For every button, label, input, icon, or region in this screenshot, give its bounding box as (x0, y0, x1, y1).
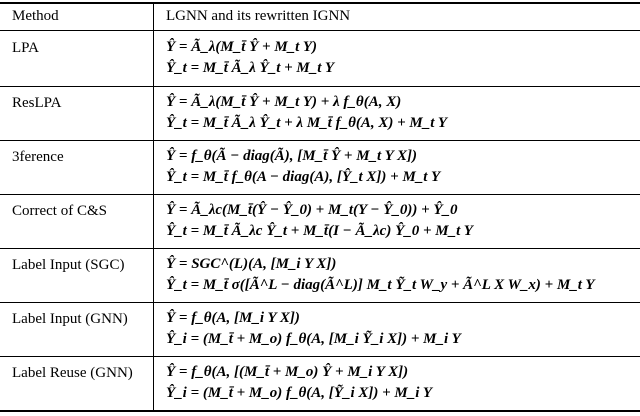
column-divider (153, 2, 154, 412)
formula-line: Ŷ_t = M_t̄ Ã_λ Ŷ_t + λ M_t̄ f_θ(A, X) + M_t Y (166, 115, 448, 131)
formula-line: Ŷ_t = M_t̄ σ([Ã^L − diag(Ã^L)] M_t Ỹ_t W_y + Ã^L X W_x) + M_t Y (166, 277, 595, 293)
formula-cell (166, 37, 334, 79)
row-rule (0, 302, 640, 303)
formula-cell (166, 362, 432, 404)
formula-line: Ŷ = Ã_λ(M_t̄ Ŷ + M_t Y) + λ f_θ(A, X) (166, 94, 402, 110)
method-label: Label Reuse (GNN) (12, 365, 133, 381)
formula-line: Ŷ_t = M_t̄ Ã_λ Ŷ_t + M_t Y (166, 60, 335, 76)
formula-line: Ŷ = f_θ(A, [M_i Y X]) (166, 310, 300, 326)
top-rule (0, 2, 640, 4)
formula-line: Ŷ = Ã_λc(M_t̄(Ŷ − Ŷ_0) + M_t(Y − Ŷ_0)) + Ŷ_0 (166, 202, 458, 218)
row-rule (0, 248, 640, 249)
formula-cell (166, 308, 461, 350)
row-rule (0, 140, 640, 141)
formula-line: Ŷ = f_θ(Ã − diag(Ã), [M_t̄ Ŷ + M_t Y X]) (166, 148, 418, 164)
method-column-header: Method (12, 8, 59, 24)
formula-cell (166, 92, 447, 134)
formula-column-header: LGNN and its rewritten IGNN (166, 8, 351, 24)
method-label: Label Input (GNN) (12, 311, 128, 327)
formula-line: Ŷ = SGC^(L)(A, [M_i Y X]) (166, 256, 337, 272)
method-label: Correct of C&S (12, 203, 107, 219)
row-rule (0, 194, 640, 195)
formula-cell (166, 200, 473, 242)
bottom-rule (0, 410, 640, 412)
formula-line: Ŷ_t = M_t̄ f_θ(A − diag(A), [Ŷ_t X]) + M_t Y (166, 169, 441, 185)
row-rule (0, 356, 640, 357)
formula-cell (166, 254, 595, 296)
formula-line: Ŷ = f_θ(A, [(M_t̄ + M_o) Ŷ + M_i Y X]) (166, 364, 409, 380)
method-label: Label Input (SGC) (12, 257, 125, 273)
formula-line: Ŷ_t = M_t̄ Ã_λc Ŷ_t + M_t̄(I − Ã_λc) Ŷ_0 + M_t Y (166, 223, 473, 239)
formula-line: Ŷ_i = (M_t̄ + M_o) f_θ(A, [Ỹ_i X]) + M_i Y (166, 385, 433, 401)
row-rule (0, 86, 640, 87)
header-rule (0, 30, 640, 31)
formula-cell (166, 146, 440, 188)
formula-line: Ŷ = Ã_λ(M_t̄ Ŷ + M_t Y) (166, 39, 317, 55)
formula-line: Ŷ_i = (M_t̄ + M_o) f_θ(A, [M_i Ỹ_i X]) + M_i Y (166, 331, 461, 347)
method-label: LPA (12, 40, 39, 56)
method-label: 3ference (12, 149, 64, 165)
method-label: ResLPA (12, 95, 62, 111)
